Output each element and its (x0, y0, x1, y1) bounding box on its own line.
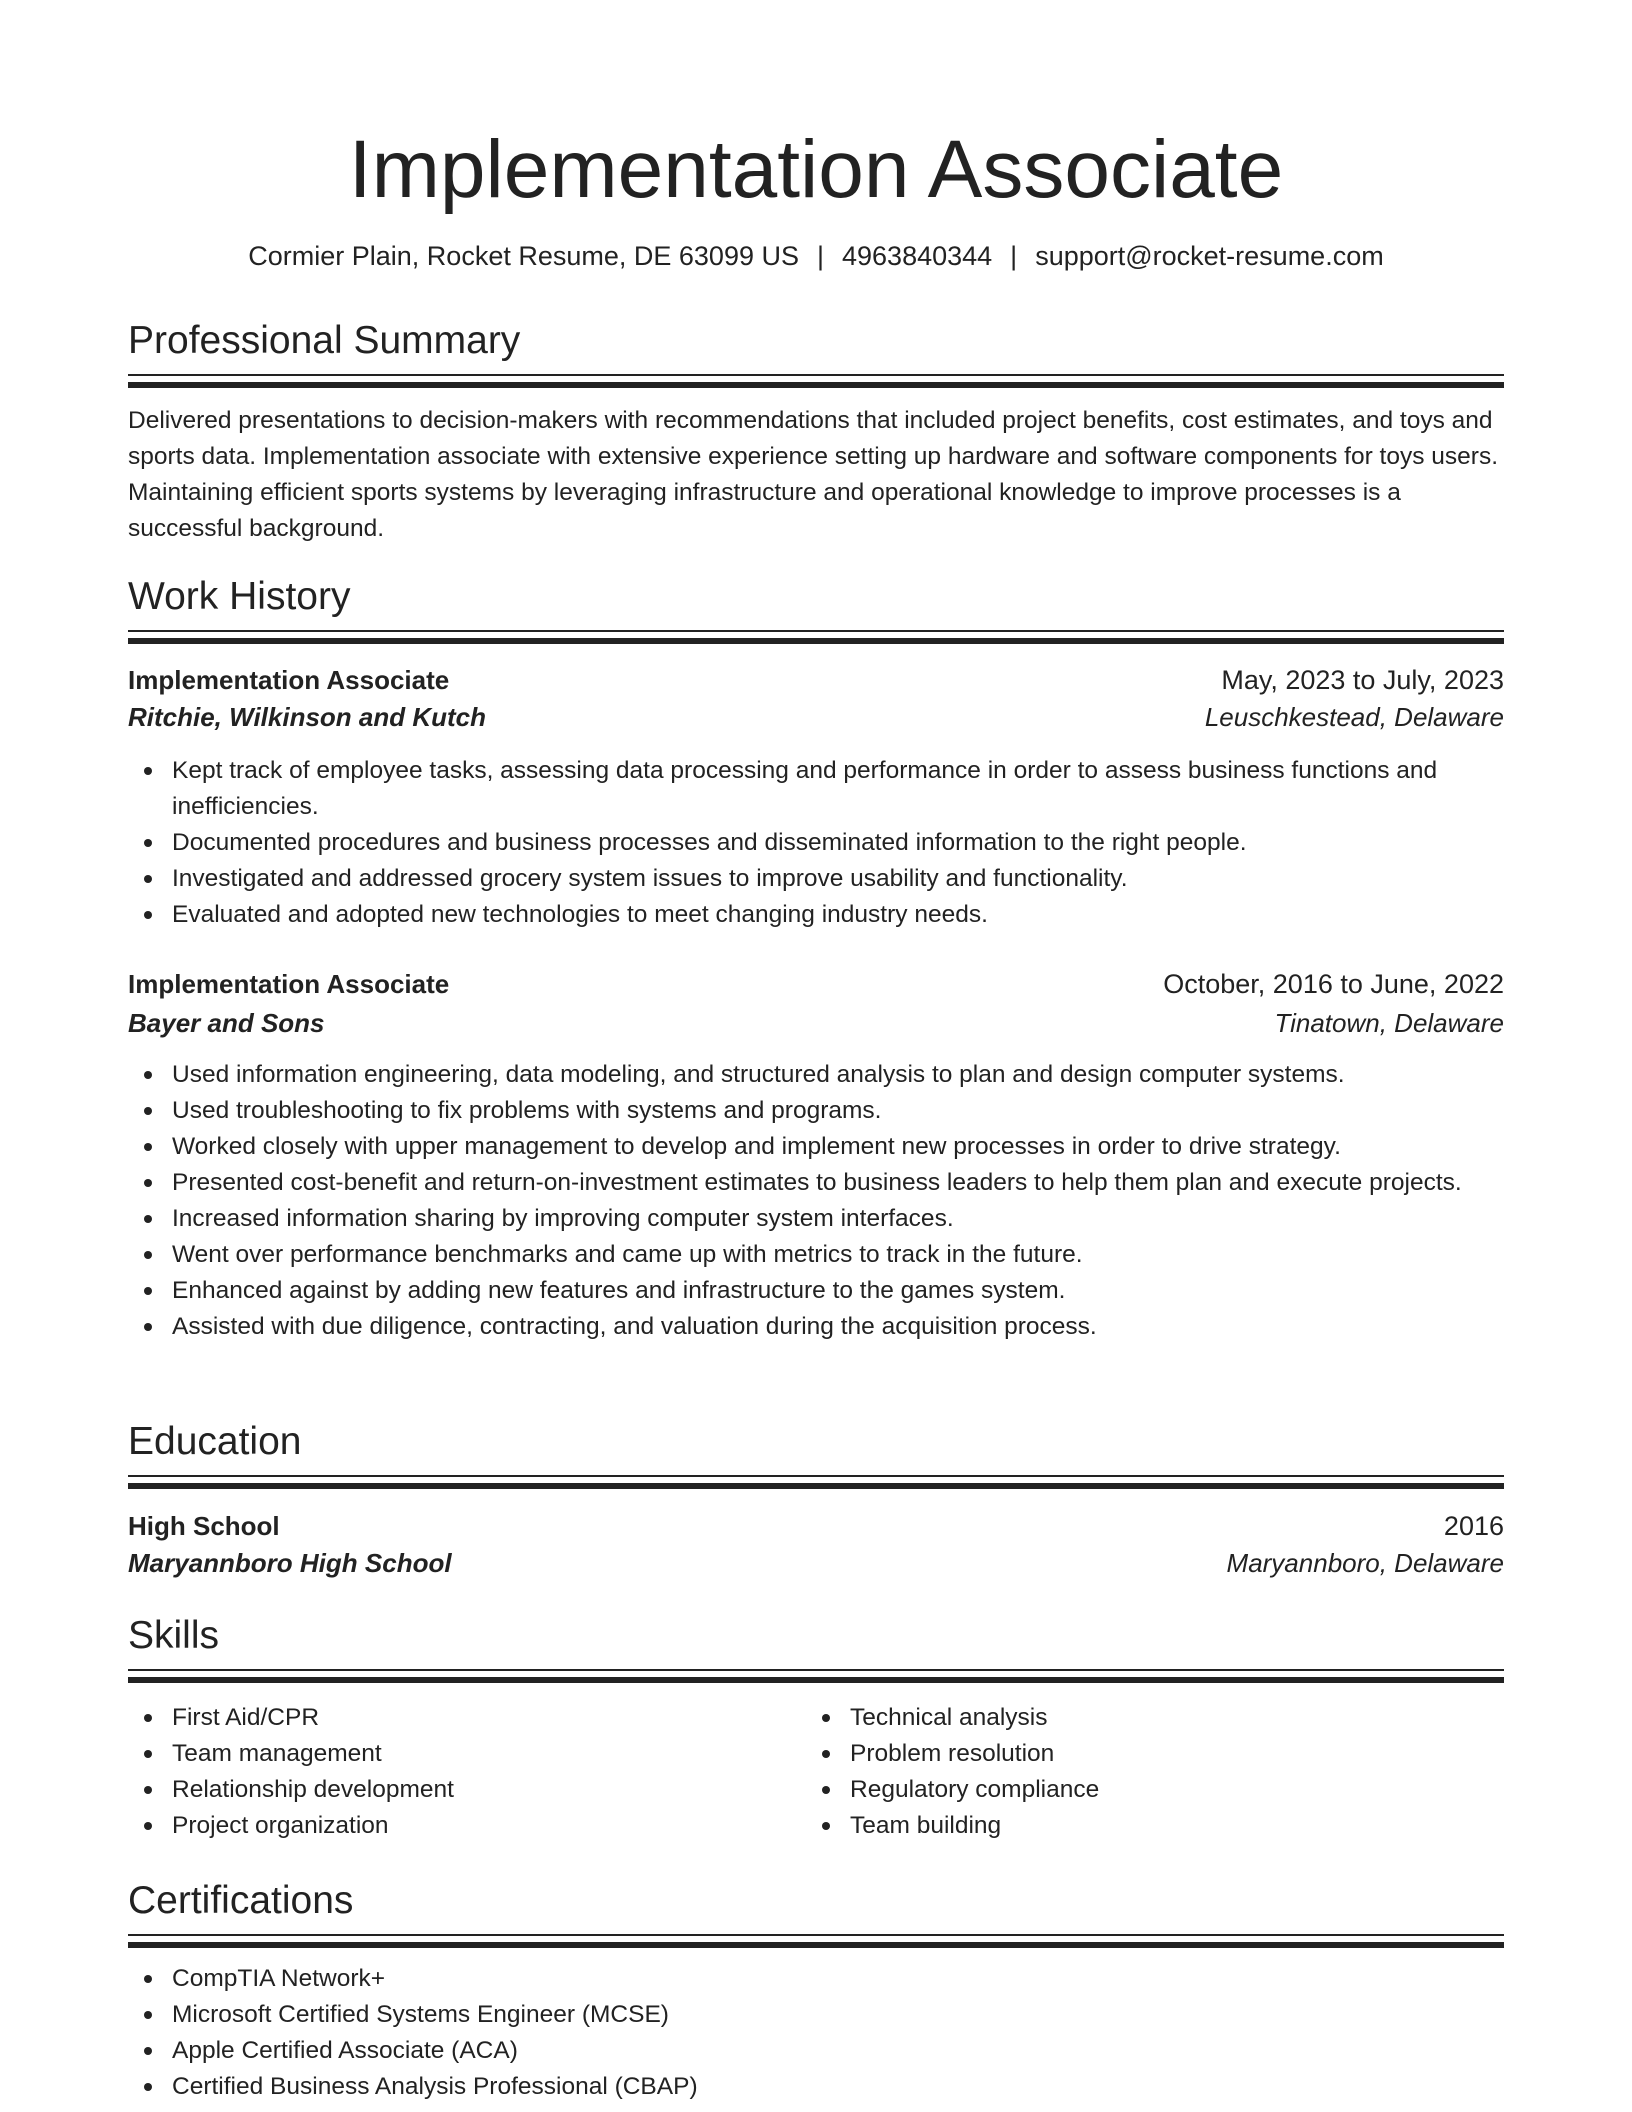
list-item: Problem resolution (850, 1736, 1484, 1772)
job-location: Leuschkestead, Delaware (1204, 702, 1504, 732)
list-item: Relationship development (172, 1772, 806, 1808)
contact-line (128, 238, 1504, 274)
education-heading-block (128, 1417, 1504, 1467)
list-item: Team management (172, 1736, 806, 1772)
job-subheader (128, 698, 1504, 736)
list-item: Worked closely with upper management to develop and implement new processes in order to drive strategy. (172, 1129, 1504, 1165)
job-title: Implementation Associate (128, 665, 450, 695)
list-item: Certified Business Analysis Professional (CBAP) (172, 2069, 1504, 2105)
section-divider (128, 630, 1504, 644)
job-dates: October, 2016 to June, 2022 (1163, 969, 1504, 999)
job-bullet-list (128, 1057, 1504, 1345)
list-item: Microsoft Certified Systems Engineer (MCSE) (172, 1997, 1504, 2033)
list-item: Evaluated and adopted new technologies to meet changing industry needs. (172, 897, 1504, 933)
work-heading-block (128, 572, 1504, 622)
contact-email: support@rocket-resume.com (1035, 241, 1384, 271)
job-company: Ritchie, Wilkinson and Kutch (128, 702, 487, 732)
list-item: Increased information sharing by improving computer system interfaces. (172, 1201, 1504, 1237)
skills-heading-block (128, 1611, 1504, 1661)
list-item: Assisted with due diligence, contracting, and valuation during the acquisition process. (172, 1309, 1504, 1345)
list-item: Kept track of employee tasks, assessing data processing and performance in order to assess business functions and inefficiencies. (172, 753, 1504, 825)
section-title-certifications: Certifications (128, 1879, 354, 1922)
job-subheader (128, 1004, 1504, 1042)
list-item: Technical analysis (850, 1700, 1484, 1736)
list-item: Apple Certified Associate (ACA) (172, 2033, 1504, 2069)
contact-phone: 4963840344 (842, 241, 993, 271)
list-item: Investigated and addressed grocery system issues to improve usability and functionality. (172, 861, 1504, 897)
list-item: Went over performance benchmarks and came up with metrics to track in the future. (172, 1237, 1504, 1273)
job-header (128, 661, 1504, 699)
list-item: Used information engineering, data modeling, and structured analysis to plan and design computer systems. (172, 1057, 1504, 1093)
education-location: Maryannboro, Delaware (1226, 1548, 1504, 1578)
section-title-summary: Professional Summary (128, 319, 521, 362)
list-item: Enhanced against by adding new features and infrastructure to the games system. (172, 1273, 1504, 1309)
contact-address: Cormier Plain, Rocket Resume, DE 63099 US (248, 241, 799, 271)
summary-heading-block (128, 316, 1504, 366)
job-bullet-list (128, 753, 1504, 933)
contact-separator: | (1010, 241, 1018, 271)
skills-list-right (806, 1700, 1484, 1844)
section-divider (128, 374, 1504, 388)
certifications-heading-block (128, 1876, 1504, 1926)
section-divider (128, 1934, 1504, 1948)
list-item: Regulatory compliance (850, 1772, 1484, 1808)
list-item: CompTIA Network+ (172, 1961, 1504, 1997)
certifications-list (128, 1961, 1504, 2105)
list-item: Documented procedures and business processes and disseminated information to the right people. (172, 825, 1504, 861)
list-item: First Aid/CPR (172, 1700, 806, 1736)
candidate-name: Implementation Associate (348, 124, 1284, 215)
job-company: Bayer and Sons (128, 1008, 325, 1038)
list-item: Project organization (172, 1808, 806, 1844)
section-title-education: Education (128, 1420, 302, 1463)
education-header (128, 1507, 1504, 1545)
job-header (128, 965, 1504, 1003)
section-divider (128, 1475, 1504, 1489)
summary-text: Delivered presentations to decision-makers with recommendations that included project benefits, cost estimates, and toys and sports data. Implementation associate with extensive experience setting up hardware and software components for toys users. Maintaining efficient sports systems by leveraging infrastructure and operational knowledge to improve processes is a successful background. (128, 407, 1499, 542)
job-location: Tinatown, Delaware (1274, 1008, 1504, 1038)
section-title-work: Work History (128, 575, 351, 618)
list-item: Used troubleshooting to fix problems with systems and programs. (172, 1093, 1504, 1129)
skills-list-left (128, 1700, 806, 1844)
education-degree: High School (128, 1511, 280, 1541)
education-year: 2016 (1443, 1511, 1504, 1541)
list-item: Team building (850, 1808, 1484, 1844)
job-title: Implementation Associate (128, 969, 450, 999)
section-title-skills: Skills (128, 1614, 220, 1657)
job-dates: May, 2023 to July, 2023 (1221, 665, 1504, 695)
education-subheader (128, 1544, 1504, 1582)
section-divider (128, 1669, 1504, 1683)
education-school: Maryannboro High School (128, 1548, 452, 1578)
contact-separator: | (816, 241, 824, 271)
list-item: Presented cost-benefit and return-on-investment estimates to business leaders to help them plan and execute projects. (172, 1165, 1504, 1201)
